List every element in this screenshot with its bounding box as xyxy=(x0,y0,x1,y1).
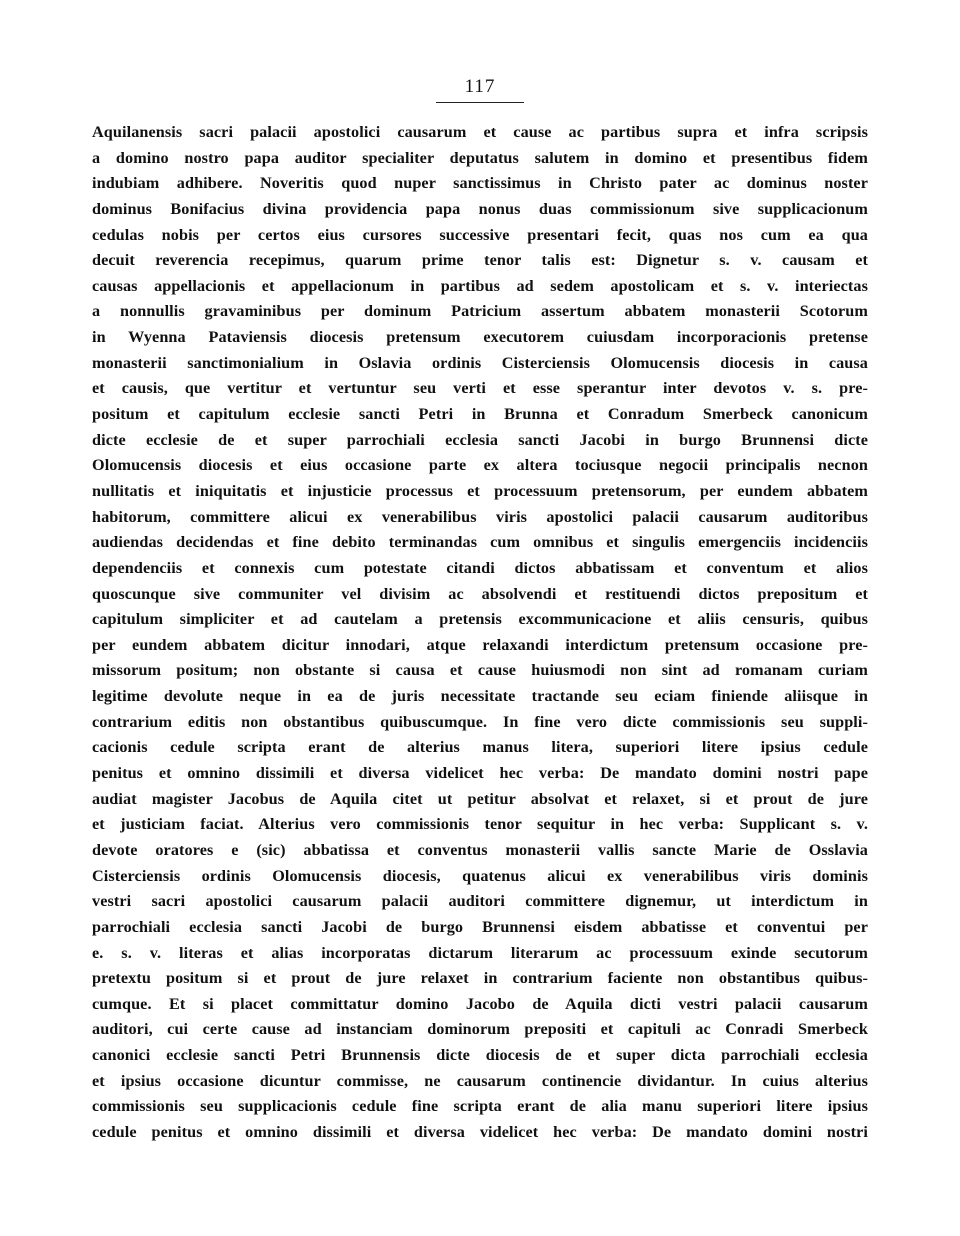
text-line: devote oratores e (sic) abbatissa et conventus monasterii vallis sancte Marie de Osslavia xyxy=(92,840,868,859)
text-line: cumque. Et si placet committatur domino Jacobo de Aquila dicti vestri palacii causarum xyxy=(92,994,868,1013)
text-line: indubiam adhibere. Noveritis quod nuper sanctissimus in Christo pater ac dominus noster xyxy=(92,174,868,193)
text-line: parrochiali ecclesia sancti Jacobi de burgo Brunnensi eisdem abbatisse et conventui per xyxy=(92,917,868,936)
text-line: decuit reverencia recepimus, quarum prime tenor talis est: Dignetur s. v. causam et xyxy=(92,251,868,270)
text-line: in Wyenna Pataviensis diocesis pretensum executorem cuiusdam incorporacionis pretense xyxy=(92,328,868,347)
text-line: Cisterciensis ordinis Olomucensis diocesis, quatenus alicui ex venerabilibus viris dominis xyxy=(92,866,868,885)
text-line: a domino nostro papa auditor specialiter deputatus salutem in domino et presentibus fidem xyxy=(92,148,868,167)
text-line: legitime devolute neque in ea de juris necessitate tractande seu eciam finiende aliisque in xyxy=(92,687,868,706)
text-line: cedulas nobis per certos eius cursores successive presentari fecit, quas nos cum ea qua xyxy=(92,225,868,244)
text-line: positum et capitulum ecclesie sancti Petri in Brunna et Conradum Smerbeck canonicum xyxy=(92,405,868,424)
text-line: canonici ecclesie sancti Petri Brunnensis dicte diocesis de et super dicta parrochiali ecclesia xyxy=(92,1046,868,1065)
body-text xyxy=(92,120,868,1146)
text-line: capitulum simpliciter et ad cautelam a pretensis excommunicacione et aliis censuris, quibus xyxy=(92,610,868,629)
text-line: et causis, que vertitur et vertuntur seu verti et esse sperantur inter devotos v. s. pre- xyxy=(92,379,868,398)
text-line: audiat magister Jacobus de Aquila citet ut petitur absolvat et relaxet, si et prout de jure xyxy=(92,789,868,808)
page-number: 117 xyxy=(464,76,496,97)
text-line: et justiciam faciat. Alterius vero commissionis tenor sequitur in hec verba: Supplicant s. v. xyxy=(92,815,868,834)
text-line: audiendas decidendas et fine debito terminandas cum omnibus et singulis emergenciis incidenciis xyxy=(92,533,868,552)
text-line: contrarium editis non obstantibus quibuscumque. In fine vero dicte commissionis seu suppli- xyxy=(92,712,868,731)
text-line: monasterii sanctimonialium in Oslavia ordinis Cisterciensis Olomucensis diocesis in causa xyxy=(92,353,868,372)
text-line: a nonnullis gravaminibus per dominum Patricium assertum abbatem monasterii Scotorum xyxy=(92,302,868,321)
text-line: Aquilanensis sacri palacii apostolici causarum et cause ac partibus supra et infra scripsis xyxy=(92,123,868,141)
text-line: vestri sacri apostolici causarum palacii auditori committere dignemur, ut interdictum in xyxy=(92,892,868,911)
text-line: quoscunque sive communiter vel divisim ac absolvendi et restituendi dictos prepositum et xyxy=(92,584,868,603)
text-line: penitus et omnino dissimili et diversa videlicet hec verba: De mandato domini nostri pape xyxy=(92,764,868,783)
text-line: cacionis cedule scripta erant de alterius manus litera, superiori litere ipsius cedule xyxy=(92,738,868,757)
text-line: nullitatis et iniquitatis et injusticie processus et processuum pretensorum, per eundem abbatem xyxy=(92,481,868,500)
text-line: dependenciis et connexis cum potestate citandi dictos abbatissam et conventum et alios xyxy=(92,558,868,577)
text-line: pretextu positum si et prout de jure relaxet in contrarium faciente non obstantibus quibus- xyxy=(92,969,868,988)
text-line: dicte ecclesie de et super parrochiali ecclesia sancti Jacobi in burgo Brunnensi dicte xyxy=(92,430,868,449)
text-line: cedule penitus et omnino dissimili et diversa videlicet hec verba: De mandato domini nostri xyxy=(92,1122,868,1141)
text-line: Olomucensis diocesis et eius occasione parte ex altera tociusque negocii principalis necnon xyxy=(92,456,868,475)
page-number-rule xyxy=(436,102,524,103)
text-line: causas appellacionis et appellacionum in partibus ad sedem apostolicam et s. v. interiectas xyxy=(92,276,868,295)
text-line: auditori, cui certe cause ad instanciam dominorum prepositi et capituli ac Conradi Smerbeck xyxy=(92,1020,868,1039)
text-line: et ipsius occasione dicuntur commisse, ne causarum continencie dividantur. In cuius alterius xyxy=(92,1071,868,1090)
text-line: habitorum, committere alicui ex venerabilibus viris apostolici palacii causarum auditoribus xyxy=(92,507,868,526)
text-line: dominus Bonifacius divina providencia papa nonus duas commissionum sive supplicacionum xyxy=(92,199,868,218)
text-line: e. s. v. literas et alias incorporatas dictarum literarum ac processuum exinde secutorum xyxy=(92,943,868,962)
text-line: missorum positum; non obstante si causa et cause huiusmodi non sint ad romanam curiam xyxy=(92,661,868,680)
text-line: per eundem abbatem dicitur innodari, atque relaxandi interdictum pretensum occasione pre- xyxy=(92,635,868,654)
text-line: commissionis seu supplicacionis cedule fine scripta erant de alia manu superiori litere ipsius xyxy=(92,1097,868,1116)
